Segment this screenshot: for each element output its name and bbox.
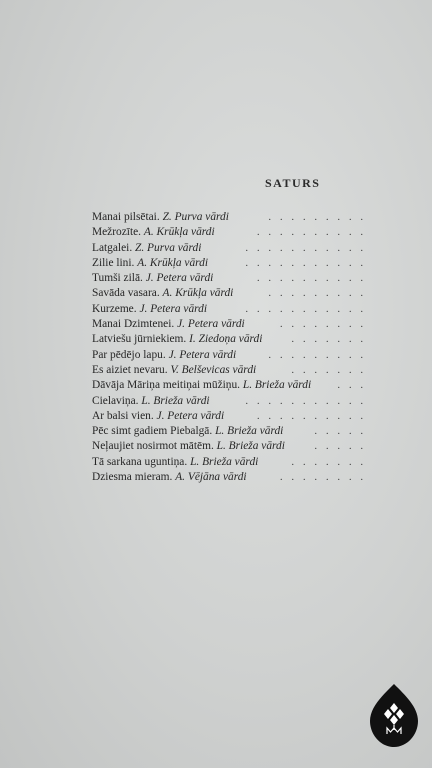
toc-entry-title: Latviešu jūrniekiem. bbox=[92, 333, 187, 346]
toc-entry bbox=[92, 317, 372, 332]
toc-entry-author: L. Brieža vārdi bbox=[242, 379, 312, 392]
toc-entry bbox=[92, 302, 372, 317]
dot-leader: ......... bbox=[268, 212, 372, 223]
dot-leader: ....... bbox=[291, 334, 372, 346]
toc-entry-title: Pēc simt gadiem Piebalgā. bbox=[92, 425, 213, 438]
toc-entry-title: Zilie lini. bbox=[92, 256, 135, 269]
toc-entry-title: Dāvāja Māriņa meitiņai mūžiņu. bbox=[92, 379, 241, 392]
toc-entry-title: Kurzeme. bbox=[92, 302, 137, 315]
dot-leader: ........ bbox=[280, 319, 372, 331]
toc-entry-author: A. Krūkļa vārdi bbox=[143, 226, 215, 239]
toc-entry-author: A. Vējāna vārdi bbox=[175, 471, 247, 484]
toc-entry-author: J. Petera vārdi bbox=[145, 272, 214, 285]
toc-entry bbox=[92, 439, 372, 454]
toc-entry bbox=[92, 363, 372, 378]
dot-leader: ..... bbox=[314, 426, 372, 438]
toc-entry bbox=[92, 271, 372, 286]
toc-entry-title: Par pēdējo lapu. bbox=[92, 348, 166, 361]
toc-entry bbox=[92, 424, 372, 439]
dot-leader: ..... bbox=[314, 441, 372, 453]
toc-entry-author: I. Ziedoņa vārdi bbox=[189, 333, 263, 346]
toc-entry bbox=[92, 378, 372, 393]
dot-leader: .......... bbox=[257, 227, 372, 239]
toc-entry bbox=[92, 286, 372, 301]
dot-leader: .......... bbox=[257, 410, 372, 422]
toc-entry-title: Tā sarkana uguntiņa. bbox=[92, 455, 188, 468]
toc-entry-title: Cielaviņa. bbox=[92, 394, 139, 407]
toc-entry-title: Manai pilsētai. bbox=[92, 211, 160, 223]
toc-entry-author: A. Krūkļa vārdi bbox=[162, 287, 234, 300]
toc-entry-title: Manai Dzimtenei. bbox=[92, 318, 175, 331]
toc-entry-author: J. Petera vārdi bbox=[177, 318, 245, 331]
toc-entry bbox=[92, 332, 372, 347]
dot-leader: ........... bbox=[245, 257, 372, 269]
toc-entry-title: Dziesma mieram. bbox=[92, 471, 173, 484]
dot-leader: ......... bbox=[268, 349, 372, 361]
toc-entry-author: Z. Purva vārdi bbox=[162, 211, 229, 223]
dot-leader: ........... bbox=[245, 242, 372, 254]
toc-entry bbox=[92, 470, 372, 485]
toc-entry-title: Neļaujiet nosirmot mātēm. bbox=[92, 440, 214, 453]
page-title: SATURS bbox=[265, 176, 321, 190]
toc-entry-author: Z. Purva vārdi bbox=[135, 241, 202, 254]
toc-entry-title: Tumši zilā. bbox=[92, 272, 143, 285]
toc-entry bbox=[92, 225, 372, 240]
dot-leader: ... bbox=[337, 380, 372, 392]
dot-leader: ......... bbox=[268, 288, 372, 300]
toc-entry bbox=[92, 210, 372, 225]
toc-entry bbox=[92, 409, 372, 424]
toc-entry-author: L. Brieža vārdi bbox=[216, 440, 285, 453]
toc-entry-title: Latgalei. bbox=[92, 241, 133, 254]
toc-entry bbox=[92, 348, 372, 363]
toc-entry bbox=[92, 455, 372, 470]
toc-entry-author: J. Petera vārdi bbox=[168, 348, 237, 361]
toc-entry-author: V. Belševicas vārdi bbox=[170, 363, 257, 376]
toc-entry-title: Ar balsi vien. bbox=[92, 409, 154, 422]
diamond-flower-logo-icon bbox=[369, 683, 419, 749]
toc-entry-title: Savāda vasara. bbox=[92, 287, 160, 300]
table-of-contents bbox=[92, 210, 372, 485]
dot-leader: ....... bbox=[291, 364, 372, 376]
toc-entry-author: J. Petera vārdi bbox=[156, 409, 225, 422]
toc-entry-title: Mežrozīte. bbox=[92, 226, 142, 239]
dot-leader: ....... bbox=[291, 456, 372, 468]
toc-entry-title: Es aiziet nevaru. bbox=[92, 363, 168, 376]
toc-entry-author: J. Petera vārdi bbox=[139, 302, 208, 315]
toc-entry bbox=[92, 241, 372, 256]
toc-entry bbox=[92, 394, 372, 409]
toc-entry-author: L. Brieža vārdi bbox=[141, 394, 210, 407]
dot-leader: ........... bbox=[245, 303, 372, 315]
toc-entry bbox=[92, 256, 372, 271]
toc-entry-author: L. Brieža vārdi bbox=[215, 425, 284, 438]
dot-leader: .......... bbox=[257, 273, 372, 285]
toc-entry-author: A. Krūkļa vārdi bbox=[137, 256, 209, 269]
toc-entry-author: L. Brieža vārdi bbox=[190, 455, 259, 468]
dot-leader: ........ bbox=[280, 472, 372, 484]
dot-leader: ........... bbox=[245, 395, 372, 407]
